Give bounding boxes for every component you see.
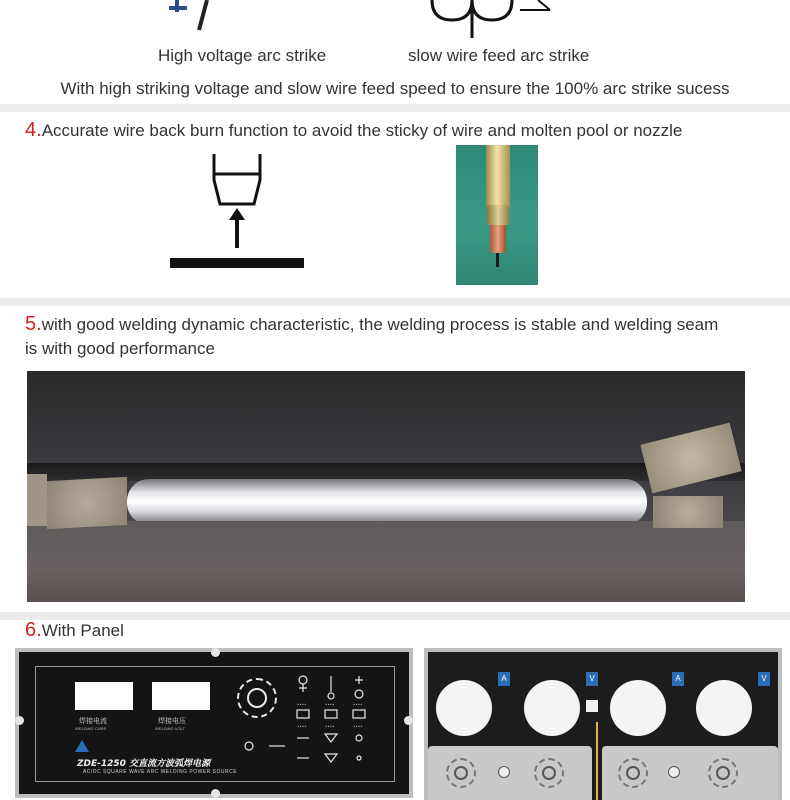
panel-screw (211, 648, 220, 657)
section-5-line1: with good welding dynamic characteristic, the welding process is stable and welding seam (41, 315, 719, 334)
panel-screw (211, 789, 220, 798)
section-6 (0, 620, 790, 800)
section-5-line2: is with good performance (25, 339, 215, 358)
section-5-number: 5. (25, 313, 42, 335)
indicator-lamp (668, 766, 680, 778)
function-selector-icons (239, 670, 399, 770)
meter-circle (610, 680, 666, 736)
center-divider (596, 722, 598, 800)
high-voltage-label: High voltage arc strike (158, 46, 327, 65)
adjust-knob[interactable] (534, 758, 564, 788)
front-panel-right (424, 648, 782, 800)
panel-screw (15, 716, 24, 725)
svg-text:••••: •••• (325, 702, 335, 707)
control-plate (428, 746, 592, 800)
slow-feed-label: slow wire feed arc strike (408, 46, 590, 65)
svg-text:••••: •••• (297, 724, 307, 729)
adjust-knob[interactable] (446, 758, 476, 788)
wire-back-burn-icon (168, 152, 308, 272)
svg-text:••••: •••• (353, 724, 363, 729)
indicator-lamp (498, 766, 510, 778)
ammeter-badge: A (672, 672, 684, 686)
current-meter-label: 焊接电流 (79, 717, 107, 725)
adjust-knob[interactable] (708, 758, 738, 788)
control-plate (602, 746, 778, 800)
section-4-number: 4. (25, 119, 42, 141)
section-6-number: 6. (25, 619, 42, 641)
high-voltage-strike-icon (165, 0, 225, 40)
divider (0, 298, 790, 306)
mode-indicator-icon (586, 700, 598, 712)
arc-strike-sentence: With high striking voltage and slow wire feed speed to ensure the 100% arc strike sucess (60, 79, 730, 98)
section-5-heading (25, 312, 775, 361)
arc-strike-section (0, 0, 790, 104)
section-4-heading (25, 118, 682, 143)
meter-circle (696, 680, 752, 736)
ammeter-badge: A (498, 672, 510, 686)
svg-text:••••: •••• (297, 702, 307, 707)
voltmeter-badge: V (586, 672, 598, 686)
model-name: ZDE-1250 交直流方波弧焊电源 (77, 759, 211, 769)
divider (0, 104, 790, 112)
voltage-meter-sublabel: WELDING VOLT (155, 726, 185, 731)
voltage-meter-label: 焊接电压 (158, 717, 186, 725)
panel-screw (404, 716, 413, 725)
adjust-knob[interactable] (618, 758, 648, 788)
slow-wire-feed-icon (420, 0, 580, 40)
current-meter-sublabel: WELDING CURR (75, 726, 107, 731)
meter-circle (524, 680, 580, 736)
front-panel-left (15, 648, 413, 798)
current-meter-display (75, 682, 133, 710)
section-4 (0, 112, 790, 298)
meter-circle (436, 680, 492, 736)
voltmeter-badge: V (758, 672, 770, 686)
section-6-text: With Panel (41, 621, 124, 640)
section-5 (0, 306, 790, 612)
section-6-heading (25, 618, 124, 643)
svg-text:••••: •••• (353, 702, 363, 707)
voltage-meter-display (152, 682, 210, 710)
svg-text:••••: •••• (325, 724, 335, 729)
torch-nozzle-photo (456, 145, 538, 285)
weld-seam-photo (27, 371, 745, 602)
model-subtitle: AC/DC SQUARE WAVE ARC WELDING POWER SOURCE (83, 769, 238, 775)
section-4-text: Accurate wire back burn function to avoid the sticky of wire and molten pool or nozzle (41, 121, 683, 140)
